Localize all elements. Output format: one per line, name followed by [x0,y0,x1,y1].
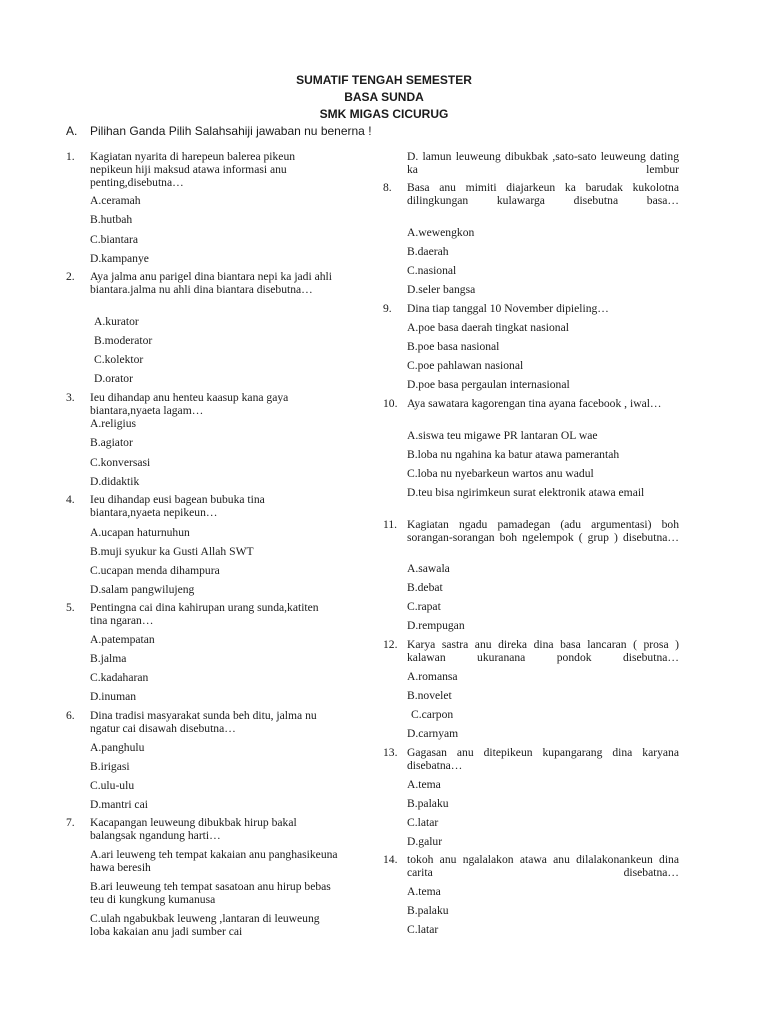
option-b[interactable]: B.daerah [407,245,449,258]
question-text: Ieu dihandap eusi bagean bubuka tina biantara,nyaeta nepikeun… [90,493,265,519]
question-14 [383,853,679,879]
option-b[interactable]: B.loba nu ngahina ka batur atawa pamerantah [407,448,620,461]
question-text: Gagasan anu ditepikeun kupangarang dina karyana disebatna… [407,746,679,772]
option-c[interactable]: C.kadaharan [90,671,149,684]
section-instruction [66,124,372,138]
option-d[interactable]: D.salam pangwilujeng [90,583,195,596]
option-c[interactable]: C.ulu-ulu [90,779,135,792]
option-d[interactable]: D.inuman [90,690,137,703]
option-b[interactable]: B.debat [407,581,443,594]
option-b[interactable]: B.irigasi [90,760,130,773]
option-b[interactable]: B.jalma [90,652,127,665]
option-a[interactable]: A.ceramah [90,194,141,207]
question-number: 1. [66,150,75,163]
subject-title: BASA SUNDA [344,90,424,104]
option-d[interactable]: D.kampanye [90,252,149,265]
question-number: 8. [383,181,392,194]
question-10 [383,397,679,410]
question-text: Kagiatan ngadu pamadegan (adu argumentasi) boh sorangan-sorangan boh ngelempok ( grup ) disebutna… [407,518,679,544]
option-d[interactable]: D.didaktik [90,475,140,488]
option-d[interactable]: D.rempugan [407,619,465,632]
option-c[interactable]: C.loba nu nyebarkeun wartos anu wadul [407,467,594,480]
option-b[interactable]: B.palaku [407,797,449,810]
option-a[interactable]: A.wewengkon [407,226,475,239]
question-9 [383,302,679,315]
question-2 [66,270,338,296]
option-a[interactable]: A.patempatan [90,633,155,646]
question-number: 7. [66,816,75,829]
option-a[interactable]: A.tema [407,778,441,791]
option-b[interactable]: B.muji syukur ka Gusti Allah SWT [90,545,254,558]
question-text: Aya jalma anu parigel dina biantara nepi ka jadi ahli biantara.jalma nu ahli dina biantara disebutna… [90,270,332,296]
instruction-text: Pilihan Ganda Pilih Salahsahiji jawaban nu benerna ! [90,124,372,138]
question-4 [66,493,338,519]
question-6 [66,709,338,735]
question-number: 14. [383,853,398,866]
question-number: 4. [66,493,75,506]
option-c[interactable]: C.latar [407,923,439,936]
option-a[interactable]: A.poe basa daerah tingkat nasional [407,321,569,334]
option-d[interactable]: D.poe basa pergaulan internasional [407,378,570,391]
question-text: Karya sastra anu direka dina basa lancaran ( prosa ) kalawan ukuranana pondok disebutna… [407,638,679,664]
option-a[interactable]: A.tema [407,885,441,898]
question-text: Pentingna cai dina kahirupan urang sunda,katiten tina ngaran… [90,601,319,627]
question-number: 2. [66,270,75,283]
question-8 [383,181,679,207]
option-b[interactable]: B.agiator [90,436,133,449]
option-b[interactable]: B.novelet [407,689,452,702]
option-c[interactable]: C.poe pahlawan nasional [407,359,524,372]
option-d[interactable]: D.mantri cai [90,798,148,811]
question-text: Basa anu mimiti diajarkeun ka barudak kukolotna dilingkungan kulawarga disebutna basa… [407,181,679,207]
option-c[interactable]: C.biantara [90,233,138,246]
option-d[interactable]: D. lamun leuweung dibukbak ,sato-sato leuweung dating ka lembur [407,150,679,176]
question-number: 11. [383,518,398,531]
question-number: 3. [66,391,75,404]
exam-title: SUMATIF TENGAH SEMESTER [296,73,472,87]
option-c[interactable]: C.carpon [411,708,454,721]
school-name: SMK MIGAS CICURUG [319,107,449,121]
option-a[interactable]: A.ucapan haturnuhun [90,526,190,539]
option-a[interactable]: A.ari leuweng teh tempat kakaian anu panghasikeuna hawa beresih [90,848,338,874]
question-number: 6. [66,709,75,722]
question-text: tokoh anu ngalalakon atawa anu dilalakonankeun dina carita disebatna… [407,853,679,879]
question-number: 12. [383,638,398,651]
question-11 [383,518,679,544]
option-d[interactable]: D.teu bisa ngirimkeun surat elektronik atawa email [407,486,645,499]
question-text: Kagiatan nyarita di harepeun balerea pikeun nepikeun hiji maksud atawa informasi anu penting,disebutna… [90,150,296,189]
question-text: Dina tiap tanggal 10 November dipieling… [407,302,609,315]
option-b[interactable]: B.poe basa nasional [407,340,500,353]
option-c[interactable]: C.ucapan menda dihampura [90,564,220,577]
option-a[interactable]: A.panghulu [90,741,145,754]
question-number: 13. [383,746,398,759]
question-12 [383,638,679,664]
option-a[interactable]: A.romansa [407,670,458,683]
question-text: Kacapangan leuweung dibukbak hirup bakal balangsak ngandung harti… [90,816,297,842]
question-number: 10. [383,397,398,410]
option-a[interactable]: A.siswa teu migawe PR lantaran OL wae [407,429,598,442]
question-text: Ieu dihandap anu henteu kaasup kana gaya biantara,nyaeta lagam… [90,391,289,417]
option-a[interactable]: A.kurator [94,315,139,328]
option-c[interactable]: C.ulah ngabukbak leuweng ,lantaran di leuweung loba kakaian anu jadi sumber cai [90,912,320,938]
option-c[interactable]: C.latar [407,816,439,829]
option-d[interactable]: D.seler bangsa [407,283,476,296]
option-a[interactable]: A.religius [90,417,137,430]
question-text: Aya sawatara kagorengan tina ayana facebook , iwal… [407,397,662,410]
exam-header [0,72,768,123]
question-3 [66,391,338,417]
option-b[interactable]: B.ari leuweung teh tempat sasatoan anu hirup bebas teu di kungkung kumanusa [90,880,331,906]
option-a[interactable]: A.sawala [407,562,450,575]
option-c[interactable]: C.kolektor [94,353,144,366]
option-c[interactable]: C.konversasi [90,456,151,469]
question-text: Dina tradisi masyarakat sunda beh ditu, jalma nu ngatur cai disawah disebutna… [90,709,317,735]
option-b[interactable]: B.moderator [94,334,153,347]
question-7 [66,816,338,842]
question-number: 9. [383,302,392,315]
option-b[interactable]: B.palaku [407,904,449,917]
section-letter: A. [66,124,78,138]
question-1 [66,150,338,189]
option-c[interactable]: C.nasional [407,264,457,277]
question-5 [66,601,338,627]
question-number: 5. [66,601,75,614]
option-d[interactable]: D.galur [407,835,443,848]
option-d[interactable]: D.orator [94,372,133,385]
option-b[interactable]: B.hutbah [90,213,133,226]
option-c[interactable]: C.rapat [407,600,441,613]
question-13 [383,746,679,772]
option-d[interactable]: D.carnyam [407,727,459,740]
